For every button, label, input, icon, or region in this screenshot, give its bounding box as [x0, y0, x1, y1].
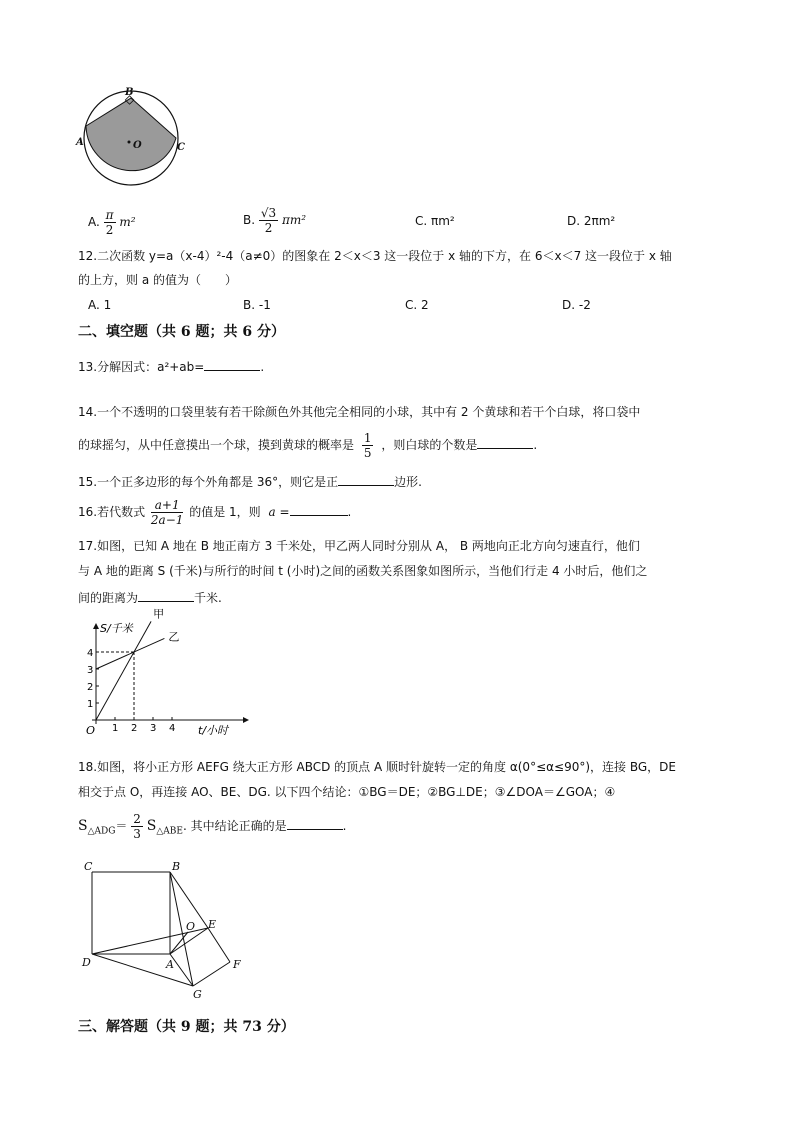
- q13-end: .: [260, 360, 265, 374]
- y-tick-label: 2: [87, 682, 94, 693]
- origin-label: O: [86, 724, 96, 737]
- q18-fraction: [131, 812, 143, 841]
- option-b-fraction: [259, 206, 278, 235]
- q14-line-2: [78, 431, 537, 460]
- q17-line-3: [78, 589, 222, 605]
- q16-answer-blank[interactable]: [290, 503, 348, 516]
- q18-point-o: O: [186, 920, 196, 933]
- q14-line-2-post: ，则白球的个数是: [381, 438, 478, 452]
- q18-point-e: E: [208, 918, 217, 931]
- q18-fraction-denominator: 3: [133, 827, 141, 841]
- q12-option-c: C. 2: [405, 298, 429, 312]
- center-o-label: O: [133, 140, 142, 151]
- point-a-label: A: [76, 137, 84, 148]
- q16-mid: 的值是 1，则: [189, 505, 261, 519]
- q12-option-b: B. -1: [243, 298, 271, 312]
- q15: [78, 473, 422, 489]
- q16-end: .: [347, 505, 352, 519]
- q14-end: .: [533, 438, 538, 452]
- q18-line-2: 相交于点 O，再连接 AO、BE、DG. 以下四个结论：①BG＝DE；②BG⊥DE；③∠DOA＝∠GOA；④: [78, 785, 616, 799]
- q18-point-c: C: [84, 860, 93, 873]
- q17-line-3-pre: 间的距离为: [78, 591, 139, 605]
- option-a-fraction: [104, 208, 116, 237]
- option-b-tail: πm²: [281, 213, 307, 227]
- y-axis-label: S/千米: [100, 622, 133, 635]
- q16-variable: a =: [268, 505, 290, 519]
- option-a-denominator: 2: [105, 223, 114, 237]
- q18-line-1: 18.如图，将小正方形 AEFG 绕大正方形 ABCD 的顶点 A 顺时针旋转一定的角度 α(0°≤α≤90°)，连接 BG，DE: [78, 760, 676, 774]
- q16: [78, 498, 351, 527]
- q14-line-1: 14.一个不透明的口袋里装有若干除颜色外其他完全相同的小球，其中有 2 个黄球和若干个白球，将口袋中: [78, 405, 641, 419]
- point-b-label: B: [125, 87, 134, 98]
- q12-option-a: A. 1: [88, 298, 112, 312]
- option-b-prefix: B.: [243, 213, 256, 227]
- q18-point-g: G: [193, 988, 202, 1001]
- point-c-label: C: [177, 142, 185, 153]
- q13-text: 13.分解因式：a²+ab=: [78, 360, 205, 374]
- q17-answer-blank[interactable]: [138, 589, 194, 602]
- x-tick-label: 1: [112, 723, 119, 734]
- q16-fraction-denominator: 2a−1: [150, 513, 184, 527]
- q18-point-b: B: [172, 860, 181, 873]
- q18-fraction-numerator: 2: [133, 812, 141, 826]
- y-tick-label: 1: [87, 699, 94, 710]
- y-tick-label: 4: [87, 648, 94, 659]
- q14-line-2-pre: 的球摇匀，从中任意摸出一个球，摸到黄球的概率是: [78, 438, 355, 452]
- x-tick-label: 2: [131, 723, 138, 734]
- q18-line-3-post: . 其中结论正确的是: [182, 819, 287, 833]
- x-tick-label: 4: [169, 723, 176, 734]
- q18-area-s2: S: [146, 818, 157, 834]
- section-2-title: 二、填空题（共 6 题；共 6 分）: [78, 324, 285, 340]
- option-a-numerator: π: [105, 208, 114, 222]
- q15-pre: 15.一个正多边形的每个外角都是 36°，则它是正: [78, 475, 339, 489]
- q17-line-2: 与 A 地的距离 S (千米)与所行的时间 t (小时)之间的函数关系图象如图所示，当他们行走 4 小时后，他们之: [78, 564, 648, 578]
- series-line-1: [96, 621, 151, 720]
- series-line-2: [96, 638, 164, 669]
- q17-line-1: 17.如图，已知 A 地在 B 地正南方 3 千米处，甲乙两人同时分别从 A， B 两地向正北方向匀速直行，他们: [78, 539, 640, 553]
- q18-line-3: [78, 812, 346, 841]
- x-axis-label: t/小时: [198, 724, 229, 737]
- q12-line-1: 12.二次函数 y=a（x-4）²-4（a≠0）的图象在 2＜x＜3 这一段位于 x 轴的下方，在 6＜x＜7 这一段位于 x 轴: [78, 249, 672, 263]
- q16-fraction-numerator: a+1: [151, 498, 183, 513]
- q16-fraction: [151, 498, 183, 527]
- q14-probability-fraction: [362, 431, 374, 460]
- q14-answer-blank[interactable]: [477, 436, 533, 449]
- q11-figure: [76, 86, 188, 190]
- q18-area-sub2: △ABE: [156, 826, 183, 837]
- x-tick-label: 3: [150, 723, 157, 734]
- option-a-prefix: A.: [88, 215, 100, 229]
- q15-answer-blank[interactable]: [338, 473, 394, 486]
- series-label-2: 乙: [168, 630, 180, 644]
- option-a-tail: m²: [119, 215, 136, 229]
- q18-equals: ＝: [115, 819, 128, 833]
- q12-option-d: D. -2: [562, 298, 591, 312]
- option-b-numerator: √3: [260, 206, 277, 220]
- q13-answer-blank[interactable]: [204, 358, 260, 371]
- q17-distance-time-graph: [78, 607, 258, 743]
- q18-end: .: [342, 819, 347, 833]
- q18-area-s1: S: [78, 818, 88, 834]
- y-tick-label: 3: [87, 665, 94, 676]
- q12-line-2: 的上方，则 a 的值为（ ）: [78, 273, 237, 287]
- option-b-denominator: 2: [264, 221, 273, 235]
- q18-point-f: F: [233, 958, 241, 971]
- q11-option-c: C. πm²: [415, 214, 455, 228]
- q16-pre: 16.若代数式: [78, 505, 146, 519]
- q18-point-d: D: [82, 956, 91, 969]
- q14-fraction-numerator: 1: [363, 431, 372, 445]
- q18-figure: [78, 856, 258, 1006]
- q11-option-d: D. 2πm²: [567, 214, 616, 228]
- section-3-title: 三、解答题（共 9 题；共 73 分）: [78, 1019, 295, 1035]
- q11-option-a: [88, 208, 136, 237]
- q18-point-a: A: [166, 958, 174, 971]
- q15-post: 边形.: [394, 475, 422, 489]
- q14-fraction-denominator: 5: [363, 446, 372, 460]
- q11-option-b: [243, 206, 306, 235]
- q13: [78, 358, 264, 374]
- q18-area-sub1: △ADG: [87, 826, 116, 837]
- q18-answer-blank[interactable]: [287, 817, 343, 830]
- q17-line-3-post: 千米.: [194, 591, 222, 605]
- series-label-1: 甲: [153, 607, 165, 621]
